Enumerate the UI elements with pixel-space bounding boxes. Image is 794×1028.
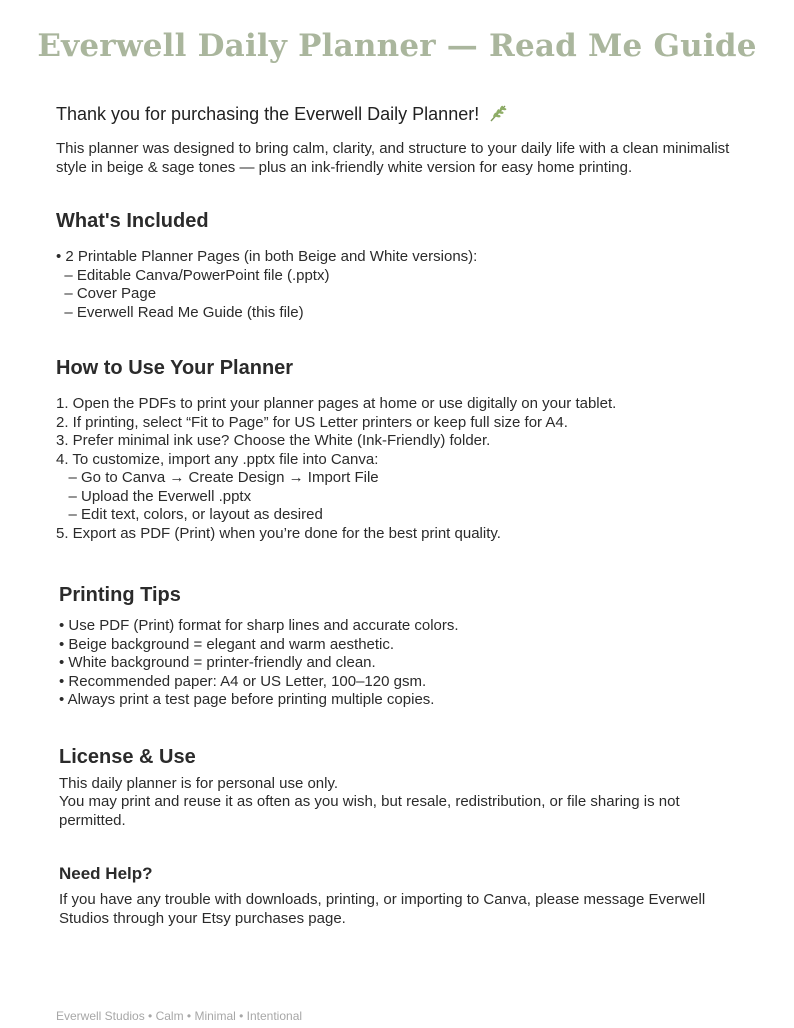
list-item: – Edit text, colors, or layout as desired — [56, 506, 323, 523]
list-item: • Use PDF (Print) format for sharp lines and accurate colors. — [59, 617, 459, 634]
list-item: – Editable Canva/PowerPoint file (.pptx) — [56, 266, 330, 284]
list-item: • Recommended paper: A4 or US Letter, 100–120 gsm. — [59, 672, 427, 690]
list-item: • White background = printer-friendly and clean. — [59, 654, 376, 671]
list-item: • Beige background = elegant and warm aesthetic. — [59, 635, 395, 653]
section-heading-included: What's Included — [56, 210, 209, 232]
license-line-1: This daily planner is for personal use only. — [59, 775, 339, 792]
list-item: 2. If printing, select “Fit to Page” for US Letter printers or keep full size for A4. — [56, 413, 568, 431]
printing-tips-list — [59, 617, 459, 710]
help-paragraph: If you have any trouble with downloads, printing, or importing to Canva, please message Everwell Studios through your Etsy purchases page. — [59, 891, 706, 927]
list-item: – Everwell Read Me Guide (this file) — [56, 303, 304, 321]
list-item: – Upload the Everwell .pptx — [56, 487, 252, 505]
section-heading-printing: Printing Tips — [59, 584, 181, 606]
list-item: 4. To customize, import any .pptx file into Canva: — [56, 450, 379, 468]
section-heading-license: License & Use — [59, 746, 196, 768]
section-heading-help: Need Help? — [59, 864, 153, 883]
list-item: 3. Prefer minimal ink use? Choose the White (Ink-Friendly) folder. — [56, 432, 491, 449]
list-item: • Always print a test page before printing multiple copies. — [59, 691, 435, 708]
leaf-icon — [488, 103, 508, 128]
footer-text: Everwell Studios • Calm • Minimal • Intentional — [56, 1009, 303, 1023]
included-list — [56, 248, 477, 322]
list-item: • 2 Printable Planner Pages (in both Beige and White versions): — [56, 248, 478, 265]
section-heading-how-to: How to Use Your Planner — [56, 357, 294, 379]
thank-you-text: Thank you for purchasing the Everwell Daily Planner! — [56, 104, 480, 124]
list-item: – Cover Page — [56, 285, 157, 302]
list-item: – Go to Canva → Create Design → Import File — [56, 469, 379, 486]
intro-paragraph: This planner was designed to bring calm, clarity, and structure to your daily life with a clean minimalist style in beige & sage tones — plus an ink-friendly white version for easy home printing. — [56, 140, 730, 176]
license-line-2: You may print and reuse it as often as you wish, but resale, redistribution, or file sharing is not permitted. — [59, 793, 680, 829]
page-title: Everwell Daily Planner — Read Me Guide — [37, 28, 757, 64]
how-to-list — [56, 395, 616, 543]
list-item: 5. Export as PDF (Print) when you’re done for the best print quality. — [56, 524, 501, 542]
list-item: 1. Open the PDFs to print your planner pages at home or use digitally on your tablet. — [56, 395, 617, 412]
thank-you-line — [56, 103, 508, 128]
